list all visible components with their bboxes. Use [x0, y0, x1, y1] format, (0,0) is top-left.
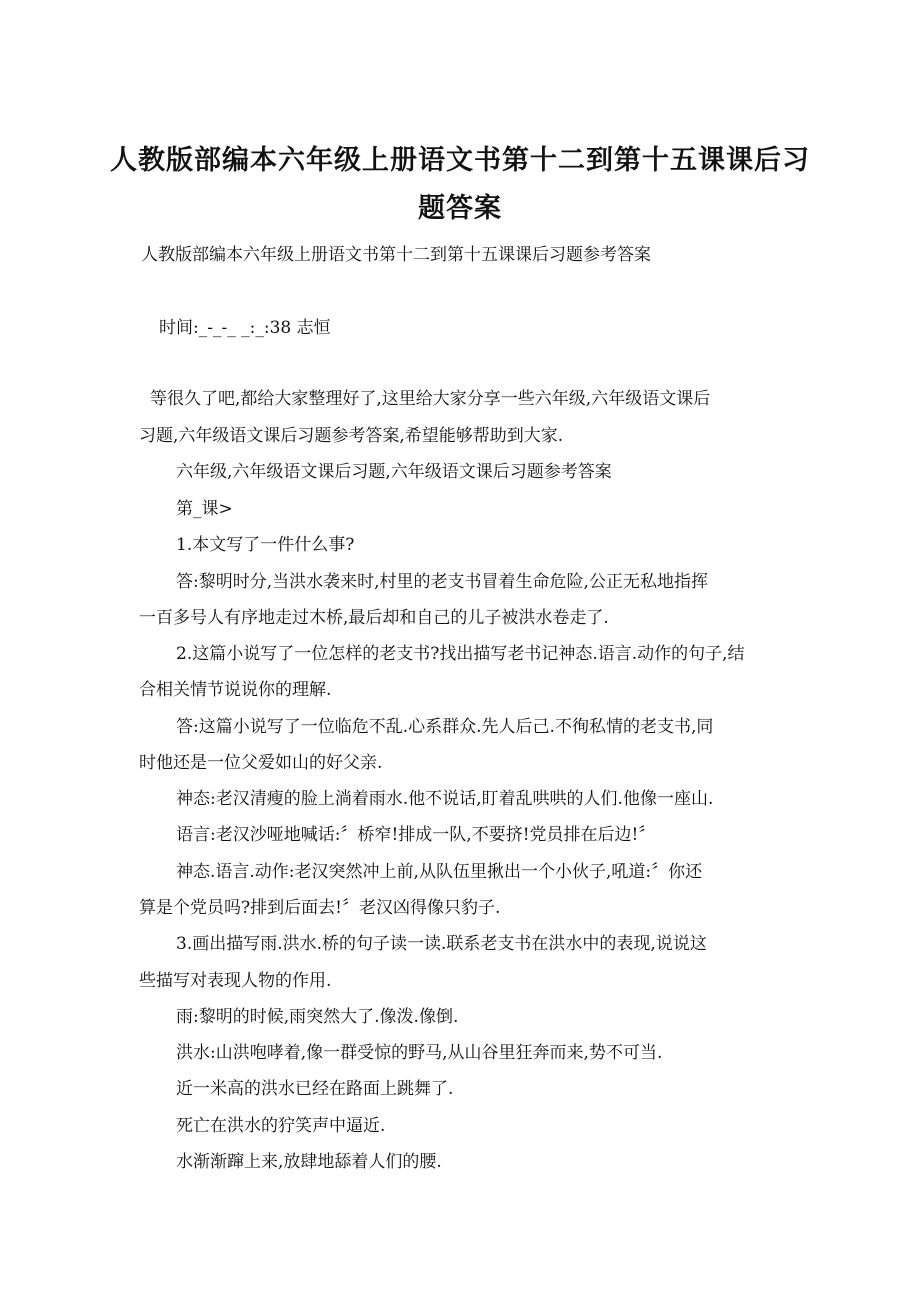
question-line: 3.画出描写雨.洪水.桥的句子读一读.联系老支书在洪水中的表现,说说这: [176, 934, 707, 954]
paragraph-line: 第_课>: [176, 499, 233, 519]
question-line: 2.这篇小说写了一位怎样的老支书?找出描写老书记神态.语言.动作的句子,结: [176, 644, 745, 664]
answer-line: 答:黎明时分,当洪水袭来时,村里的老支书冒着生命危险,公正无私地指挥: [176, 572, 708, 592]
question-line: 1.本文写了一件什么事?: [176, 535, 355, 555]
answer-line: 雨:黎明的时候,雨突然大了.像泼.像倒.: [176, 1007, 459, 1027]
document-title-line-1: 人教版部编本六年级上册语文书第十二到第十五课课后习: [110, 145, 810, 176]
question-line: 些描写对表现人物的作用.: [139, 971, 332, 991]
answer-line: 答:这篇小说写了一位临危不乱.心系群众.先人后己.不徇私情的老支书,同: [176, 717, 714, 737]
answer-line: 神态.语言.动作:老汉突然冲上前,从队伍里揪出一个小伙子,吼道:〞你还: [176, 862, 703, 882]
answer-line: 算是个党员吗?排到后面去!〞老汉凶得像只豹子.: [139, 898, 501, 918]
answer-line: 神态:老汉清瘦的脸上淌着雨水.他不说话,盯着乱哄哄的人们.他像一座山.: [176, 789, 714, 809]
paragraph-line: 习题,六年级语文课后习题参考答案,希望能够帮助到大家.: [139, 426, 564, 446]
answer-line: 死亡在洪水的狞笑声中逼近.: [176, 1116, 386, 1136]
document-title-line-2: 题答案: [418, 193, 502, 224]
paragraph-line: 等很久了吧,都给大家整理好了,这里给大家分享一些六年级,六年级语文课后: [150, 389, 711, 409]
answer-line: 洪水:山洪咆哮着,像一群受惊的野马,从山谷里狂奔而来,势不可当.: [176, 1043, 663, 1063]
answer-line: 近一米高的洪水已经在路面上跳舞了.: [176, 1079, 454, 1099]
question-line: 合相关情节说说你的理解.: [139, 680, 332, 700]
paragraph-line: 六年级,六年级语文课后习题,六年级语文课后习题参考答案: [176, 462, 612, 482]
answer-line: 一百多号人有序地走过木桥,最后却和自己的儿子被洪水卷走了.: [139, 608, 609, 628]
answer-line: 时他还是一位父爱如山的好父亲.: [139, 753, 383, 773]
answer-line: 语言:老汉沙哑地喊话:〞桥窄!排成一队,不要挤!党员排在后边!〞: [176, 825, 656, 845]
subtitle: 人教版部编本六年级上册语文书第十二到第十五课课后习题参考答案: [141, 245, 651, 265]
time-meta: 时间:_-_-_ _:_:38 志恒: [159, 318, 331, 338]
answer-line: 水渐渐蹿上来,放肆地舔着人们的腰.: [176, 1152, 442, 1172]
